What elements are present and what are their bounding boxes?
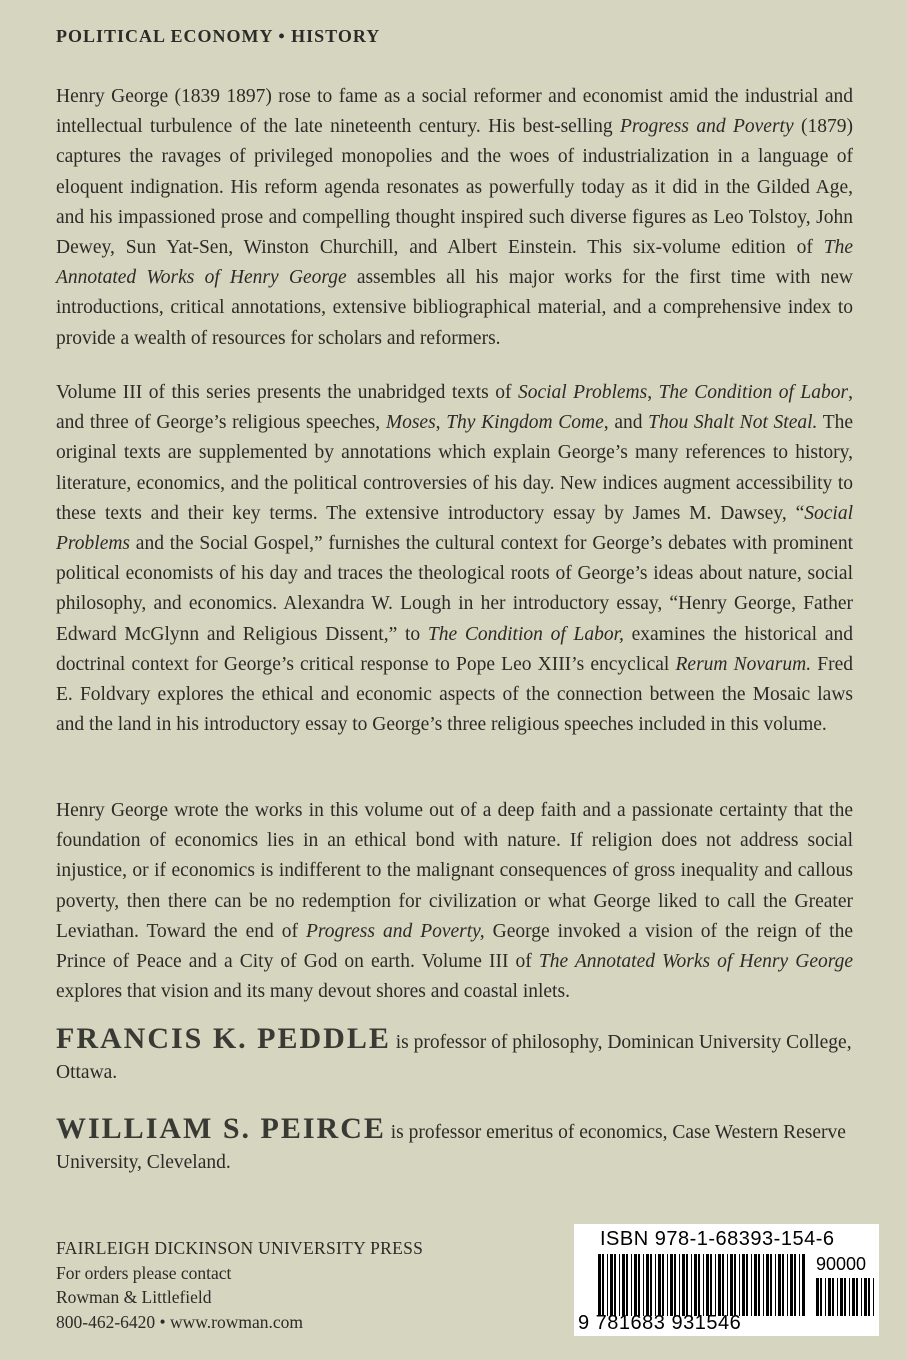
price-code: 90000 (816, 1254, 867, 1274)
description-paragraph-1: Henry George (1839 1897) rose to fame as a social reformer and economist amid the industrial and intellectual turbulence of the late nineteenth century. His best-selling Progress and Poverty (1879) captures the ravages of privileged monopolies and the woes of industrialization in a language of eloquent indignation. His reform agenda resonates as powerfully today as it did in the Gilded Age, and his impassioned prose and compelling thought inspired such diverse figures as Leo Tolstoy, John Dewey, Sun Yat-Sen, Winston Churchill, and Albert Einstein. This six-volume edition of The Annotated Works of Henry George assembles all his major works for the first time with new introductions, critical annotations, extensive bibliographical material, and a comprehensive index to provide a wealth of resources for scholars and reformers. (56, 86, 854, 349)
publisher-name: FAIRLEIGH DICKINSON UNIVERSITY PRESS (56, 1238, 424, 1258)
orders-note: For orders please contact (56, 1262, 232, 1283)
author-name: WILLIAM S. PEIRCE (56, 1112, 386, 1145)
book-title: Progress and Poverty (619, 116, 794, 138)
author-name: FRANCIS K. PEDDLE (56, 1022, 391, 1055)
ean-number: 9 781683 931546 (578, 1312, 742, 1334)
description-paragraph-2: Volume III of this series presents the unabridged texts of Social Problems, The Condition of Labor, and three of George’s religious speeches, Moses, Thy Kingdom Come, and Thou Shalt Not Steal. The original texts are supplemented by annotations which explain George’s many references to history, literature, economics, and the political controversies of his day. New indices augment accessibility to these texts and their key terms. The extensive introductory essay by James M. Dawsey, “Social Problems and the Social Gospel,” furnishes the cultural context for George’s debates with prominent political economists of his day and traces the theological roots of George’s ideas about nature, social philosophy, and economics. Alexandra W. Lough in her introductory essay, “Henry George, Father Edward McGlynn and Religious Dissent,” to The Condition of Labor, examines the historical and doctrinal context for George’s critical response to Pope Leo XIII’s encyclical Rerum Novarum. Fred E. Foldvary explores the ethical and economic aspects of the connection between the Mosaic laws and the land in his introductory essay to George’s three religious speeches included in this volume. (56, 382, 854, 736)
category-heading: POLITICAL ECONOMY • HISTORY (56, 26, 381, 46)
publisher-info (56, 1236, 423, 1334)
isbn-barcode (574, 1224, 879, 1336)
description-paragraph-3: Henry George wrote the works in this volume out of a deep faith and a passionate certainty that the foundation of economics lies in an ethical bond with nature. If religion does not address social injustice, or if economics is indifferent to the malignant consequences of gross inequality and callous poverty, then there can be no redemption for civilization or what George liked to call the Greater Leviathan. Toward the end of Progress and Poverty, George invoked a vision of the reign of the Prince of Peace and a City of God on earth. Volume III of The Annotated Works of Henry George explores that vision and its many devout shores and coastal inlets. (56, 800, 853, 1003)
series-title: The Annotated Works of Henry George (56, 237, 853, 289)
distributor-name: Rowman & Littlefield (56, 1287, 212, 1307)
contact-line: 800-462-6420 • www.rowman.com (56, 1311, 304, 1332)
author-bio-peddle: FRANCIS K. PEDDLE is professor of philosophy, Dominican University College, Ottawa. (56, 1022, 852, 1083)
isbn-number: ISBN 978-1-68393-154-6 (600, 1228, 835, 1250)
author-bio-peirce: WILLIAM S. PEIRCE is professor emeritus of economics, Case Western Reserve University, Cleveland. (56, 1112, 846, 1173)
